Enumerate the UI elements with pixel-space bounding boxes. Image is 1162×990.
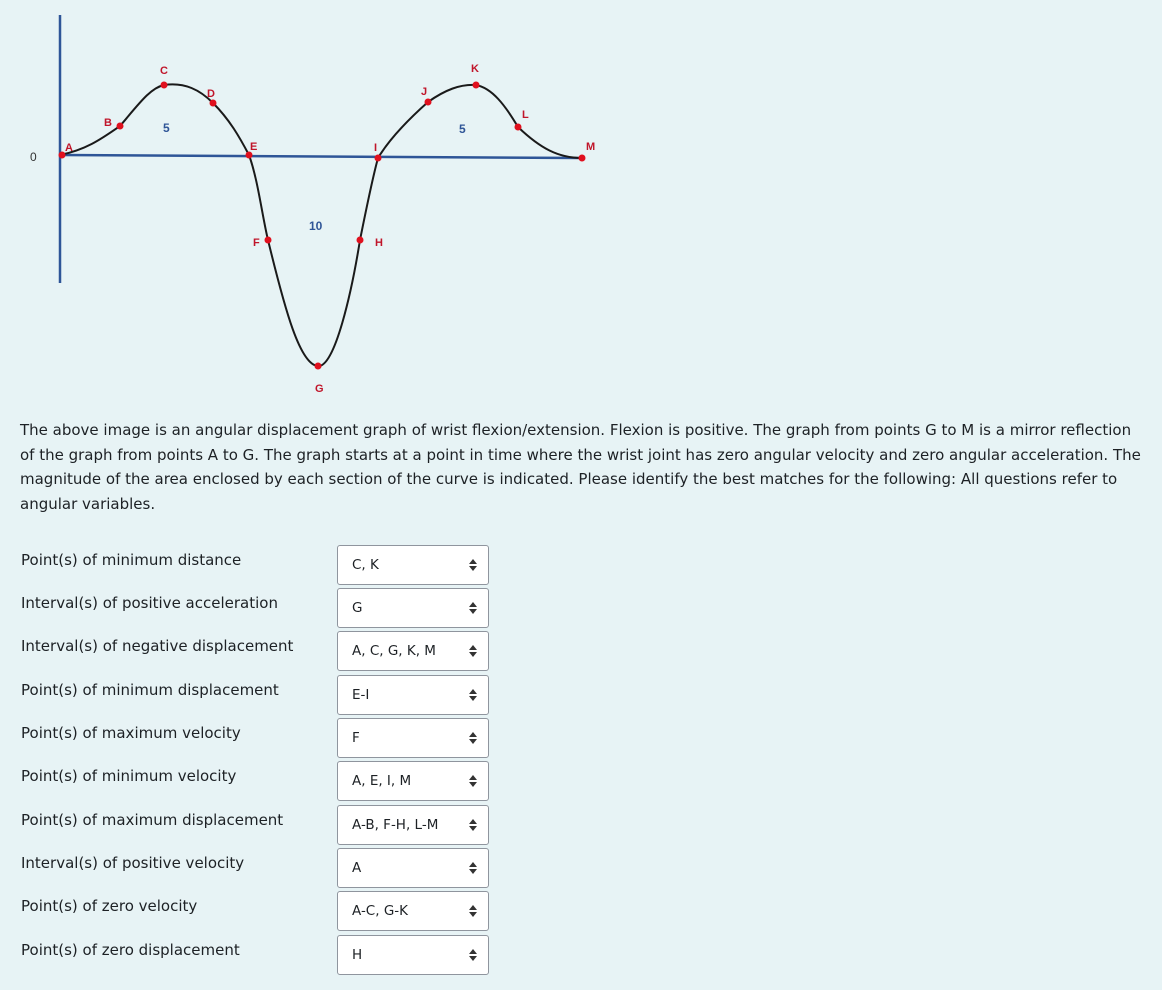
point-D (210, 100, 217, 107)
x-axis (60, 155, 582, 158)
label-M: M (586, 141, 596, 153)
label-K: K (471, 63, 479, 75)
selected-value: A-B, F-H, L-M (352, 817, 439, 833)
question-row (0, 891, 520, 933)
select-arrows-icon (469, 819, 477, 833)
question-row (0, 805, 520, 847)
label-A: A (65, 142, 73, 154)
question-label: Interval(s) of positive velocity (21, 854, 245, 872)
question-row (0, 848, 520, 890)
select-arrows-icon (469, 732, 477, 746)
question-label: Point(s) of zero displacement (21, 941, 240, 959)
answer-select[interactable] (337, 935, 489, 975)
point-labels (65, 63, 595, 395)
answer-select[interactable] (337, 718, 489, 758)
area-label-left: 5 (163, 121, 170, 135)
label-B: B (104, 117, 112, 129)
question-label: Point(s) of minimum velocity (21, 767, 237, 785)
label-D: D (207, 88, 215, 100)
question-description: The above image is an angular displacement graph of wrist flexion/extension. Flexion is positive. The graph from points G to M is a mirror reflection of the graph from points A to G. The graph starts at a point in time where the wrist joint has zero angular velocity and zero angular acceleration. The magnitude of the area enclosed by each section of the curve is indicated. Please identify the best matches for the following: All questions refer to angular variables. (20, 421, 1141, 513)
answer-select[interactable] (337, 675, 489, 715)
select-arrows-icon (469, 559, 477, 573)
question-row (0, 761, 520, 803)
zero-label: 0 (30, 150, 37, 164)
answer-select[interactable] (337, 545, 489, 585)
point-H (357, 237, 364, 244)
question-label: Point(s) of zero velocity (21, 897, 198, 915)
point-I (375, 155, 382, 162)
selected-value: C, K (352, 557, 379, 573)
point-M (579, 155, 586, 162)
selected-value: H (352, 947, 363, 963)
question-row (0, 718, 520, 760)
question-label: Interval(s) of negative displacement (21, 637, 294, 655)
answer-select[interactable] (337, 848, 489, 888)
label-L: L (522, 109, 529, 121)
answer-select[interactable] (337, 631, 489, 671)
label-F: F (253, 237, 260, 249)
point-K (473, 82, 480, 89)
question-label: Point(s) of minimum displacement (21, 681, 279, 699)
point-B (117, 123, 124, 130)
selected-value: A, E, I, M (352, 773, 412, 789)
answer-select[interactable] (337, 891, 489, 931)
label-H: H (375, 237, 383, 249)
question-row (0, 675, 520, 717)
question-row (0, 935, 520, 977)
area-label-right: 5 (459, 122, 466, 136)
question-label: Point(s) of maximum velocity (21, 724, 241, 742)
label-I: I (374, 142, 378, 154)
select-arrows-icon (469, 905, 477, 919)
point-G (315, 363, 322, 370)
point-F (265, 237, 272, 244)
answer-select[interactable] (337, 805, 489, 845)
select-arrows-icon (469, 689, 477, 703)
label-G: G (315, 383, 324, 395)
question-label: Point(s) of maximum displacement (21, 811, 284, 829)
selected-value: A (352, 860, 362, 876)
point-L (515, 124, 522, 131)
selected-value: A, C, G, K, M (352, 643, 436, 659)
label-C: C (160, 65, 168, 77)
selected-value: A-C, G-K (352, 903, 409, 919)
selected-value: E-I (352, 687, 370, 703)
question-row (0, 588, 520, 630)
point-J (425, 99, 432, 106)
question-row (0, 545, 520, 587)
select-arrows-icon (469, 775, 477, 789)
select-arrows-icon (469, 645, 477, 659)
select-arrows-icon (469, 949, 477, 963)
label-E: E (250, 141, 258, 153)
question-row (0, 631, 520, 673)
question-label: Point(s) of minimum distance (21, 551, 242, 569)
label-J: J (421, 86, 428, 98)
answer-select[interactable] (337, 588, 489, 628)
select-arrows-icon (469, 862, 477, 876)
selected-value: G (352, 600, 363, 616)
answer-select[interactable] (337, 761, 489, 801)
select-arrows-icon (469, 602, 477, 616)
point-C (161, 82, 168, 89)
selected-value: F (352, 730, 360, 746)
question-label: Interval(s) of positive acceleration (21, 594, 278, 612)
angular-displacement-graph (0, 0, 1162, 410)
area-label-middle: 10 (309, 219, 323, 233)
